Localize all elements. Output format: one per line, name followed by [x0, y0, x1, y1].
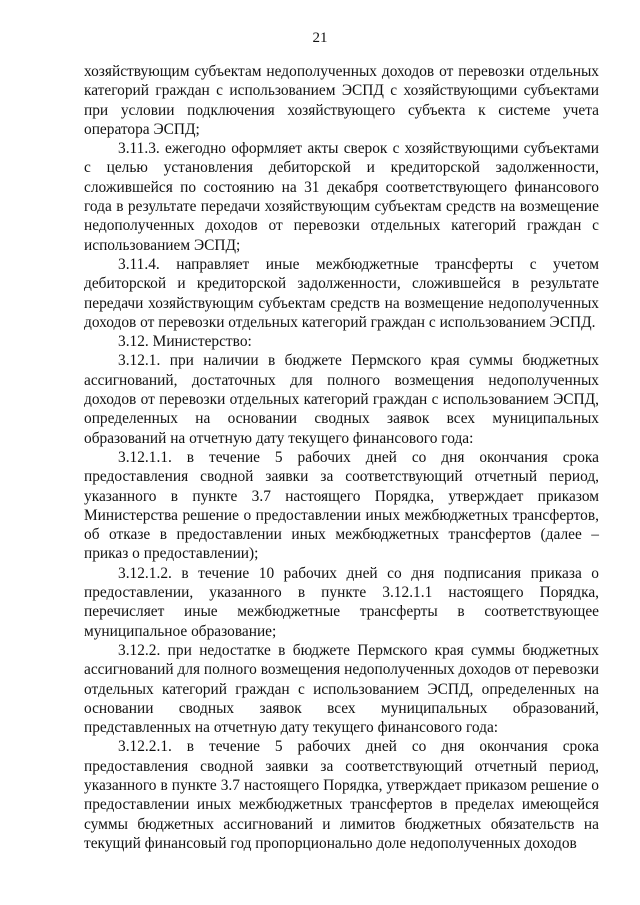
document-body: [84, 62, 599, 853]
paragraph-3-11-4: 3.11.4. направляет иные межбюджетные трансферты с учетом дебиторской и кредиторской задолженности, сложившейся в результате передачи хозяйствующим субъектам средств на возмещение недополученных доходов от перевозки отдельных категорий граждан с использованием ЭСПД.: [84, 255, 599, 331]
paragraph-3-12-1-2: 3.12.1.2. в течение 10 рабочих дней со дня подписания приказа о предоставлении, указанного в пункте 3.12.1.1 настоящего Порядка, перечисляет иные межбюджетные трансферты в соответствующее муниципальное образование;: [84, 564, 599, 640]
paragraph-continuation: хозяйствующим субъектам недополученных доходов от перевозки отдельных категорий граждан с использованием ЭСПД с хозяйствующими субъектами при условии подключения хозяйствующего субъекта к системе учета оператора ЭСПД;: [84, 63, 599, 138]
paragraph-3-12-2: 3.12.2. при недостатке в бюджете Пермского края суммы бюджетных ассигнований для полного возмещения недополученных доходов от перевозки отдельных категорий граждан с использованием ЭСПД, определенных на основании сводных заявок всех муниципальных образований, представленных на отчетную дату текущего финансового года:: [84, 641, 599, 737]
paragraph-3-11-3: 3.11.3. ежегодно оформляет акты сверок с хозяйствующими субъектами с целью установления дебиторской и кредиторской задолженности, сложившейся по состоянию на 31 декабря соответствующего финансового года в результате передачи хозяйствующим субъектам средств на возмещение недополученных доходов от перевозки отдельных категорий граждан с использованием ЭСПД;: [84, 140, 599, 254]
paragraph-3-12-1: 3.12.1. при наличии в бюджете Пермского края суммы бюджетных ассигнований, достаточных для полного возмещения недополученных доходов от перевозки отдельных категорий граждан с использованием ЭСПД, определенных на основании сводных заявок всех муниципальных образований на отчетную дату текущего финансового года:: [84, 352, 599, 447]
paragraph-3-12: 3.12. Министерство:: [118, 333, 252, 351]
paragraph-3-12-2-1: 3.12.2.1. в течение 5 рабочих дней со дня окончания срока предоставления сводной заявки за соответствующий отчетный период, указанного в пункте 3.7 настоящего Порядка, утверждает приказом решение о предоставлении иных межбюджетных трансфертов в пределах имеющейся суммы бюджетных ассигнований и лимитов бюджетных обязательств на текущий финансовый год пропорционально доле недополученных доходов: [84, 738, 599, 852]
paragraph-3-12-1-1: 3.12.1.1. в течение 5 рабочих дней со дня окончания срока предоставления сводной заявки за соответствующий отчетный период, указанного в пункте 3.7 настоящего Порядка, утверждает приказом Министерства решение о предоставлении иных межбюджетных трансфертов, об отказе в предоставлении иных межбюджетных трансфертов (далее – приказ о предоставлении);: [84, 448, 599, 563]
page-number: 21: [312, 30, 328, 46]
